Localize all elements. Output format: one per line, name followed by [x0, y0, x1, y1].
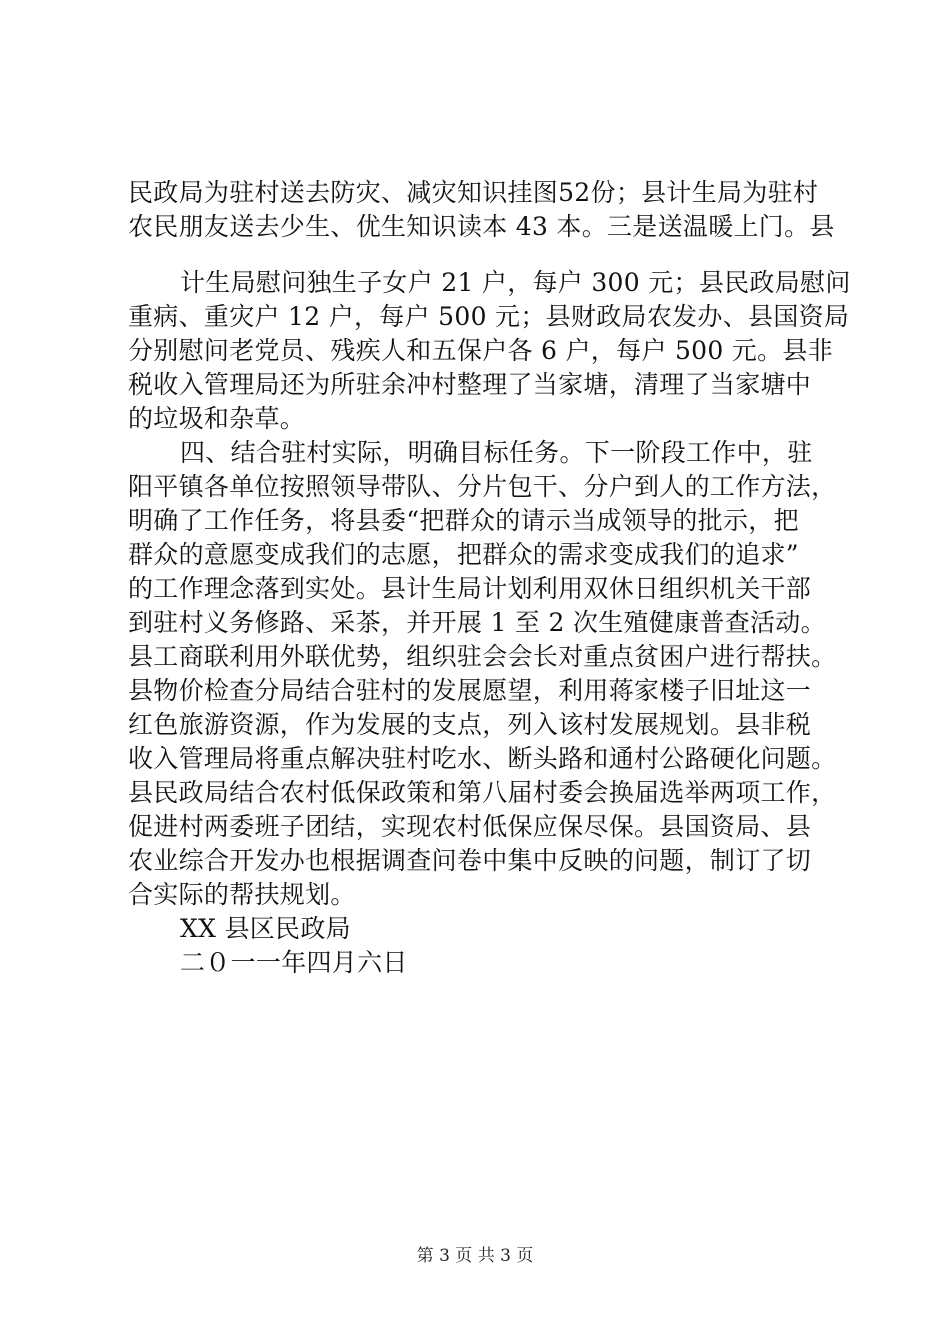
- text-line: 县物价检查分局结合驻村的发展愿望，利用蒋家楼子旧址这一: [128, 676, 812, 705]
- text-line: 分别慰问老党员、残疾人和五保户各 6 户，每户 500 元。县非: [128, 336, 834, 365]
- text-line: 群众的意愿变成我们的志愿，把群众的需求变成我们的追求”: [128, 540, 799, 569]
- text-line: 县民政局结合农村低保政策和第八届村委会换届选举两项工作，: [128, 778, 837, 807]
- text-line: 的工作理念落到实处。县计生局计划利用双休日组织机关干部: [128, 574, 812, 603]
- text-line: 重病、重灾户 12 户，每户 500 元；县财政局农发办、县国资局: [128, 302, 850, 331]
- text-line: 阳平镇各单位按照领导带队、分片包干、分户到人的工作方法，: [128, 472, 837, 501]
- text-line: 到驻村义务修路、采茶，并开展 1 至 2 次生殖健康普查活动。: [128, 608, 826, 637]
- text-line: 农业综合开发办也根据调查问卷中集中反映的问题，制订了切: [128, 846, 812, 875]
- signature-org: XX 县区民政局: [180, 914, 351, 943]
- text-line: 四、结合驻村实际，明确目标任务。下一阶段工作中，驻: [180, 438, 813, 467]
- signature-date: 二０一一年四月六日: [180, 948, 408, 977]
- text-line: 的垃圾和杂草。: [128, 404, 306, 433]
- text-line: 民政局为驻村送去防灾、减灾知识挂图52份；县计生局为驻村: [128, 178, 819, 207]
- text-line: 收入管理局将重点解决驻村吃水、断头路和通村公路硬化问题。: [128, 744, 837, 773]
- text-line: 红色旅游资源，作为发展的支点，列入该村发展规划。县非税: [128, 710, 812, 739]
- text-line: 税收入管理局还为所驻余冲村整理了当家塘，清理了当家塘中: [128, 370, 812, 399]
- text-line: 合实际的帮扶规划。: [128, 880, 356, 909]
- text-line: 农民朋友送去少生、优生知识读本 43 本。三是送温暖上门。县: [128, 212, 835, 241]
- text-line: 计生局慰问独生子女户 21 户，每户 300 元；县民政局慰问: [180, 268, 851, 297]
- text-line: 明确了工作任务，将县委“把群众的请示当成领导的批示，把: [128, 506, 799, 535]
- text-line: 县工商联利用外联优势，组织驻会会长对重点贫困户进行帮扶。: [128, 642, 837, 671]
- text-line: 促进村两委班子团结，实现农村低保应保尽保。县国资局、县: [128, 812, 812, 841]
- page-footer: 第 3 页 共 3 页: [416, 1246, 534, 1266]
